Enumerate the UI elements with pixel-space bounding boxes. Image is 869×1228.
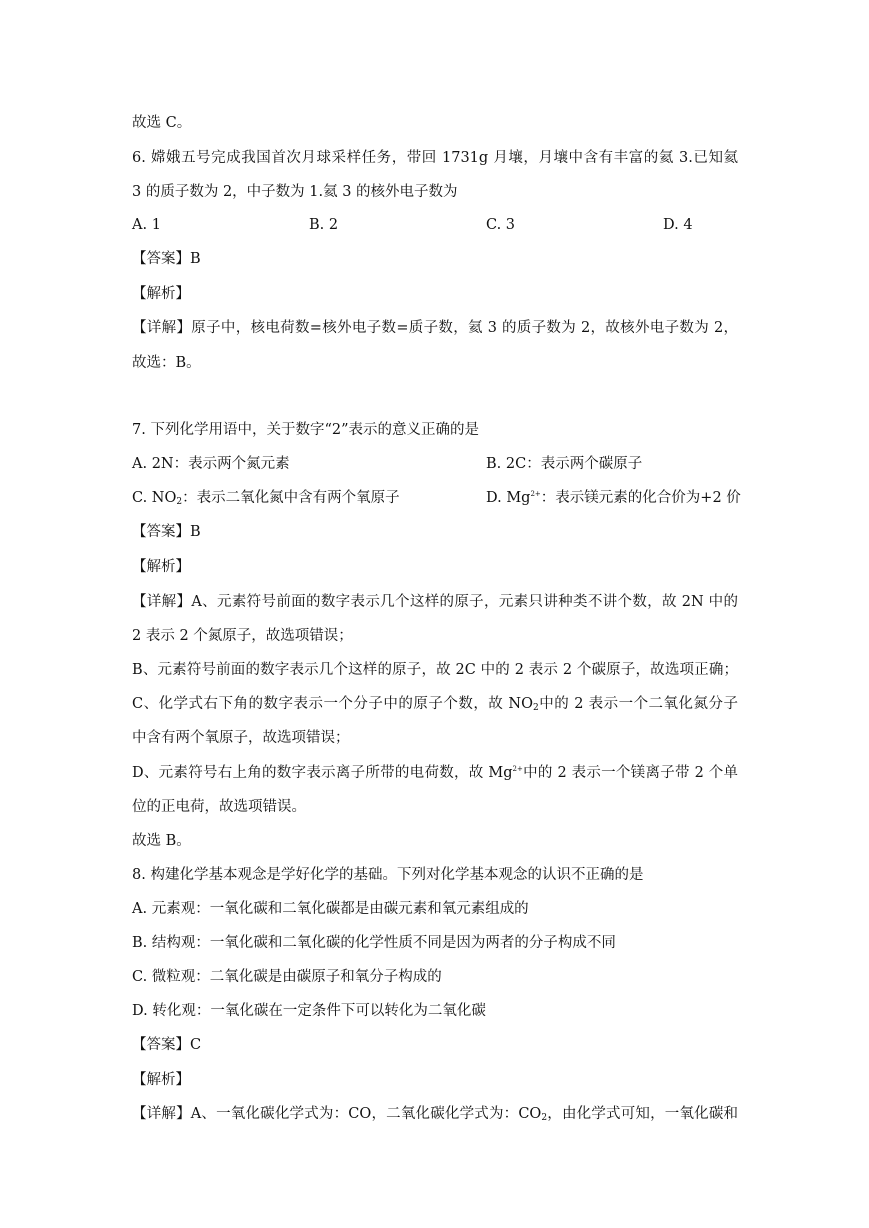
q8-option-d: D. 转化观：一氧化碳在一定条件下可以转化为二氧化碳 <box>132 1003 486 1019</box>
q8-detail-text-post: ，由化学式可知，一氧化碳和 <box>547 1106 739 1122</box>
q5-conclusion: 故选 C。 <box>132 115 192 131</box>
q7-detail-d-line1 <box>132 763 738 783</box>
q7-answer: 【答案】B <box>132 524 201 540</box>
q7-option-d <box>486 488 741 508</box>
q7-option-c-formula: C. NO <box>132 490 177 506</box>
q8-option-a: A. 元素观：一氧化碳和二氧化碳都是由碳元素和氧元素组成的 <box>132 901 529 917</box>
q7-option-c-subscript: 2 <box>176 497 183 507</box>
q7-detail-d-superscript: 2+ <box>512 765 523 773</box>
q8-detail-line1 <box>132 1104 738 1124</box>
q7-option-d-superscript: 2+ <box>530 490 541 498</box>
q7-option-b: B. 2C：表示两个碳原子 <box>486 456 643 472</box>
q6-stem-line2: 3 的质子数为 2，中子数为 1.氦 3 的核外电子数为 <box>132 184 458 200</box>
q7-detail-c-text-post: 中的 2 表示一个二氧化氮分子 <box>538 696 738 712</box>
q6-detail-line2: 故选：B。 <box>132 355 201 371</box>
q7-detail-c-subscript: 2 <box>532 703 539 713</box>
q8-detail-text-pre: 【详解】A、一氧化碳化学式为：CO，二氧化碳化学式为：CO <box>132 1106 542 1122</box>
q8-option-c: C. 微粒观：二氧化碳是由碳原子和氧分子构成的 <box>132 969 442 985</box>
q7-detail-d-text-pre: D、元素符号右上角的数字表示离子所带的电荷数，故 Mg <box>132 765 513 781</box>
q6-option-a: A. 1 <box>132 217 161 233</box>
q7-detail-c-line1 <box>132 694 738 714</box>
q7-option-d-text: ：表示镁元素的化合价为+2 价 <box>540 490 741 506</box>
q7-detail-c-line2: 中含有两个氧原子，故选项错误； <box>132 730 350 746</box>
q7-option-d-formula: D. Mg <box>486 490 531 506</box>
q8-analysis: 【解析】 <box>132 1072 190 1088</box>
q7-analysis: 【解析】 <box>132 559 190 575</box>
q7-option-c-text: ：表示二氧化氮中含有两个氧原子 <box>182 490 400 506</box>
q7-detail-b: B、元素符号前面的数字表示几个这样的原子，故 2C 中的 2 表示 2 个碳原子，故选项正确； <box>132 662 738 678</box>
q8-option-b: B. 结构观：一氧化碳和二氧化碳的化学性质不同是因为两者的分子构成不同 <box>132 935 616 951</box>
q6-detail-line1: 【详解】原子中，核电荷数=核外电子数=质子数，氦 3 的质子数为 2，故核外电子数为 2， <box>132 320 738 336</box>
q7-detail-d-line2: 位的正电荷，故选项错误。 <box>132 799 306 815</box>
q6-stem-line1: 6. 嫦娥五号完成我国首次月球采样任务，带回 1731g 月壤，月壤中含有丰富的氦 3.已知氦 <box>132 150 738 166</box>
q6-answer: 【答案】B <box>132 251 201 267</box>
q6-analysis: 【解析】 <box>132 286 190 302</box>
q7-detail-c-text-pre: C、化学式右下角的数字表示一个分子中的原子个数，故 NO <box>132 696 533 712</box>
q6-option-c: C. 3 <box>486 217 516 233</box>
q8-stem: 8. 构建化学基本观念是学好化学的基础。下列对化学基本观念的认识不正确的是 <box>132 867 644 883</box>
q7-stem: 7. 下列化学用语中，关于数字“2”表示的意义正确的是 <box>132 422 479 438</box>
q8-answer: 【答案】C <box>132 1037 202 1053</box>
q7-option-c <box>132 488 400 508</box>
q7-detail-d-text-post: 中的 2 表示一个镁离子带 2 个单 <box>522 765 738 781</box>
q7-option-a: A. 2N：表示两个氮元素 <box>132 456 290 472</box>
q7-detail-a-line1: 【详解】A、元素符号前面的数字表示几个这样的原子，元素只讲种类不讲个数，故 2N 中的 <box>132 594 738 610</box>
q6-option-d: D. 4 <box>663 217 693 233</box>
q7-detail-a-line2: 2 表示 2 个氮原子，故选项错误； <box>132 628 353 644</box>
q7-conclusion: 故选 B。 <box>132 833 191 849</box>
q6-option-b: B. 2 <box>309 217 339 233</box>
q8-detail-subscript: 2 <box>541 1113 548 1123</box>
